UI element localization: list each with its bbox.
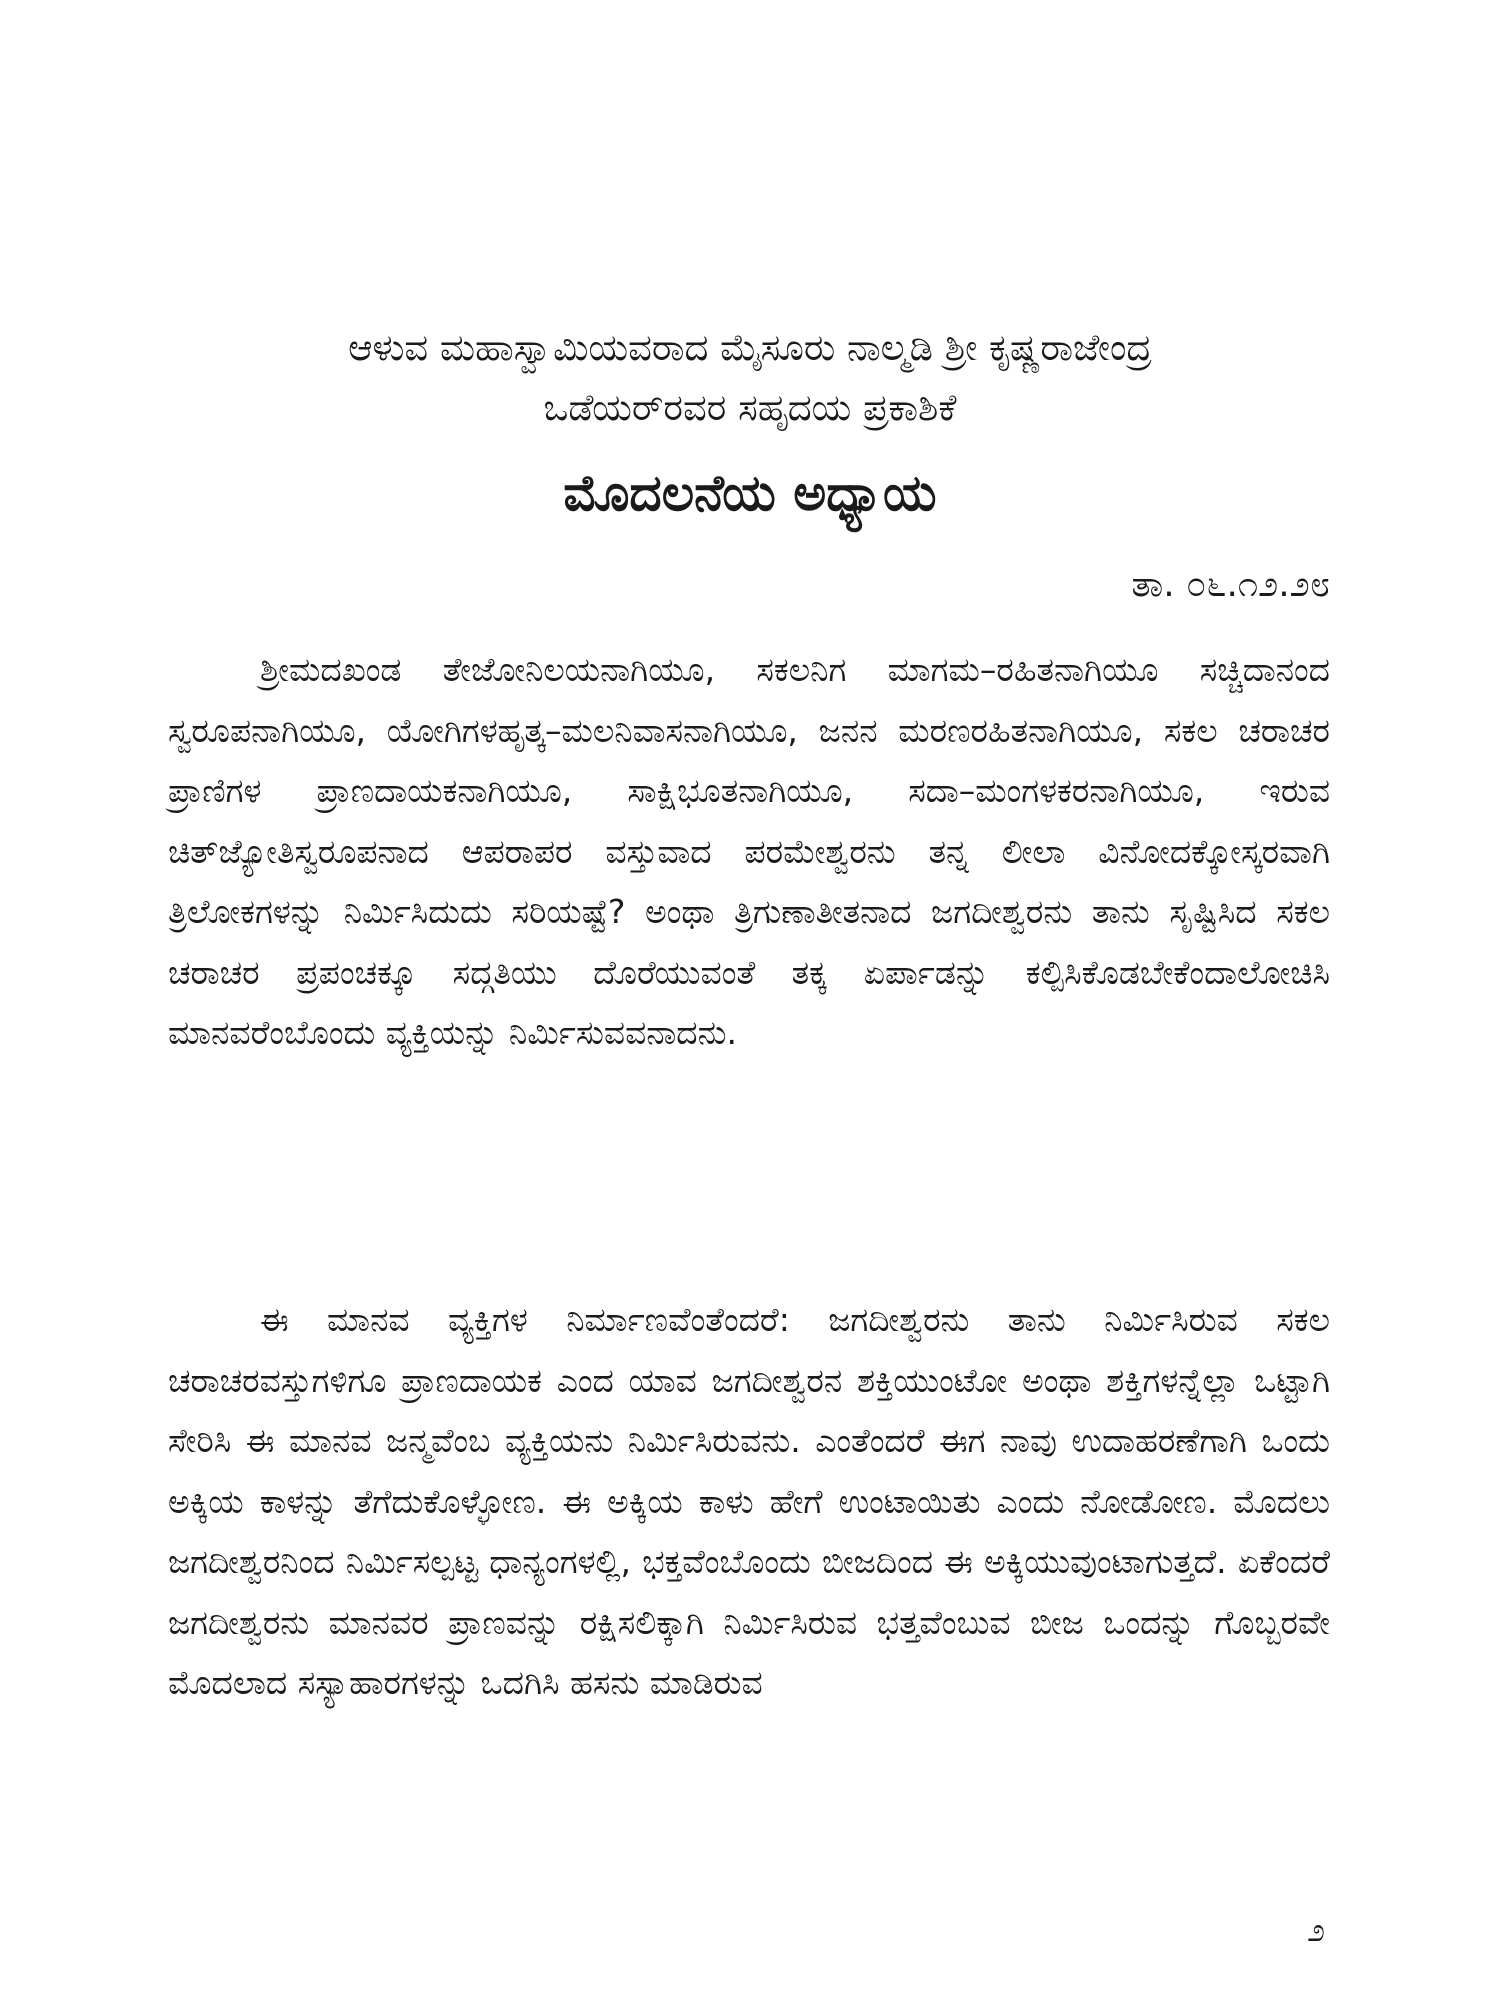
heading-line-1: ಆಳುವ ಮಹಾಸ್ವಾಮಿಯವರಾದ ಮೈಸೂರು ನಾಲ್ಮಡಿ ಶ್ರೀ ಕೃಷ್ಣರಾಜೇಂದ್ರ: [348, 326, 1152, 369]
date-line: ತಾ. ೦೬.೧೨.೨೮: [1131, 564, 1330, 605]
paragraph-1: ಶ್ರೀಮದಖಂಡ ತೇಜೋನಿಲಯನಾಗಿಯೂ, ಸಕಲನಿಗ ಮಾಗಮ–ರಹಿತನಾಗಿಯೂ ಸಚ್ಚಿದಾನಂದ ಸ್ವರೂಪನಾಗಿಯೂ, ಯೋಗಿಗಳಹೃತ್ಕ–ಮಲನಿವಾಸನಾಗಿಯೂ, ಜನನ ಮರಣರಹಿತನಾಗಿಯೂ, ಸಕಲ ಚರಾಚರ ಪ್ರಾಣಿಗಳ ಪ್ರಾಣದಾಯಕನಾಗಿಯೂ, ಸಾಕ್ಷಿಭೂತನಾಗಿಯೂ, ಸದಾ–ಮಂಗಳಕರನಾಗಿಯೂ, ಇರುವ ಚಿತ್‌ಜ್ಯೋತಿಸ್ವರೂಪನಾದ ಆಪರಾಪರ ವಸ್ತುವಾದ ಪರಮೇಶ್ವರನು ತನ್ನ ಲೀಲಾ ವಿನೋದಕ್ಕೋಸ್ಕರವಾಗಿ ತ್ರಿಲೋಕಗಳನ್ನು ನಿರ್ಮಿಸಿದುದು ಸರಿಯಷ್ಟೆ? ಅಂಥಾ ತ್ರಿಗುಣಾತೀತನಾದ ಜಗದೀಶ್ವರನು ತಾನು ಸೃಷ್ಟಿಸಿದ ಸಕಲ ಚರಾಚರ ಪ್ರಪಂಚಕ್ಕೂ ಸದ್ಗತಿಯು ದೊರೆಯುವಂತೆ ತಕ್ಕ ಏರ್ಪಾಡನ್ನು ಕಲ್ಪಿಸಿಕೊಡಬೇಕೆಂದಾಲೋಚಿಸಿ ಮಾನವರೆಂಬೊಂದು ವ್ಯಕ್ತಿಯನ್ನು ನಿರ್ಮಿಸುವವನಾದನು.: [168, 650, 1330, 1052]
page-number: ೨: [1307, 1911, 1325, 1949]
chapter-title: ಮೊದಲನೆಯ ಅಧ್ಯಾಯ: [563, 464, 937, 522]
heading-line-2: ಒಡೆಯರ್‌ರವರ ಸಹೃದಯ ಪ್ರಕಾಶಿಕೆ: [543, 386, 957, 429]
paragraph-2: ಈ ಮಾನವ ವ್ಯಕ್ತಿಗಳ ನಿರ್ಮಾಣವೆಂತೆಂದರೆ: ಜಗದೀಶ್ವರನು ತಾನು ನಿರ್ಮಿಸಿರುವ ಸಕಲ ಚರಾಚರವಸ್ತುಗಳಿಗೂ ಪ್ರಾಣದಾಯಕ ಎಂದ ಯಾವ ಜಗದೀಶ್ವರನ ಶಕ್ತಿಯುಂಟೋ ಅಂಥಾ ಶಕ್ತಿಗಳನ್ನೆಲ್ಲಾ ಒಟ್ಟಾಗಿ ಸೇರಿಸಿ ಈ ಮಾನವ ಜನ್ಮವೆಂಬ ವ್ಯಕ್ತಿಯನು ನಿರ್ಮಿಸಿರುವನು. ಎಂತೆಂದರೆ ಈಗ ನಾವು ಉದಾಹರಣೆಗಾಗಿ ಒಂದು ಅಕ್ಕಿಯ ಕಾಳನ್ನು ತೆಗೆದುಕೊಳ್ಳೋಣ. ಈ ಅಕ್ಕಿಯ ಕಾಳು ಹೇಗೆ ಉಂಟಾಯಿತು ಎಂದು ನೋಡೋಣ. ಮೊದಲು ಜಗದೀಶ್ವರನಿಂದ ನಿರ್ಮಿಸಲ್ಪಟ್ಟ ಧಾನ್ಯಂಗಳಲ್ಲಿ, ಭಕ್ತವೆಂಬೊಂದು ಬೀಜದಿಂದ ಈ ಅಕ್ಕಿಯುವುಂಟಾಗುತ್ತದೆ. ಏಕೆಂದರೆ ಜಗದೀಶ್ವರನು ಮಾನವರ ಪ್ರಾಣವನ್ನು ರಕ್ಷಿಸಲಿಕ್ಕಾಗಿ ನಿರ್ಮಿಸಿರುವ ಭತ್ತವೆಂಬುವ ಬೀಜ ಒಂದನ್ನು ಗೊಬ್ಬರವೇ ಮೊದಲಾದ ಸಸ್ಯಾಹಾರಗಳನ್ನು ಒದಗಿಸಿ ಹಸನು ಮಾಡಿರುವ: [168, 1300, 1330, 1702]
